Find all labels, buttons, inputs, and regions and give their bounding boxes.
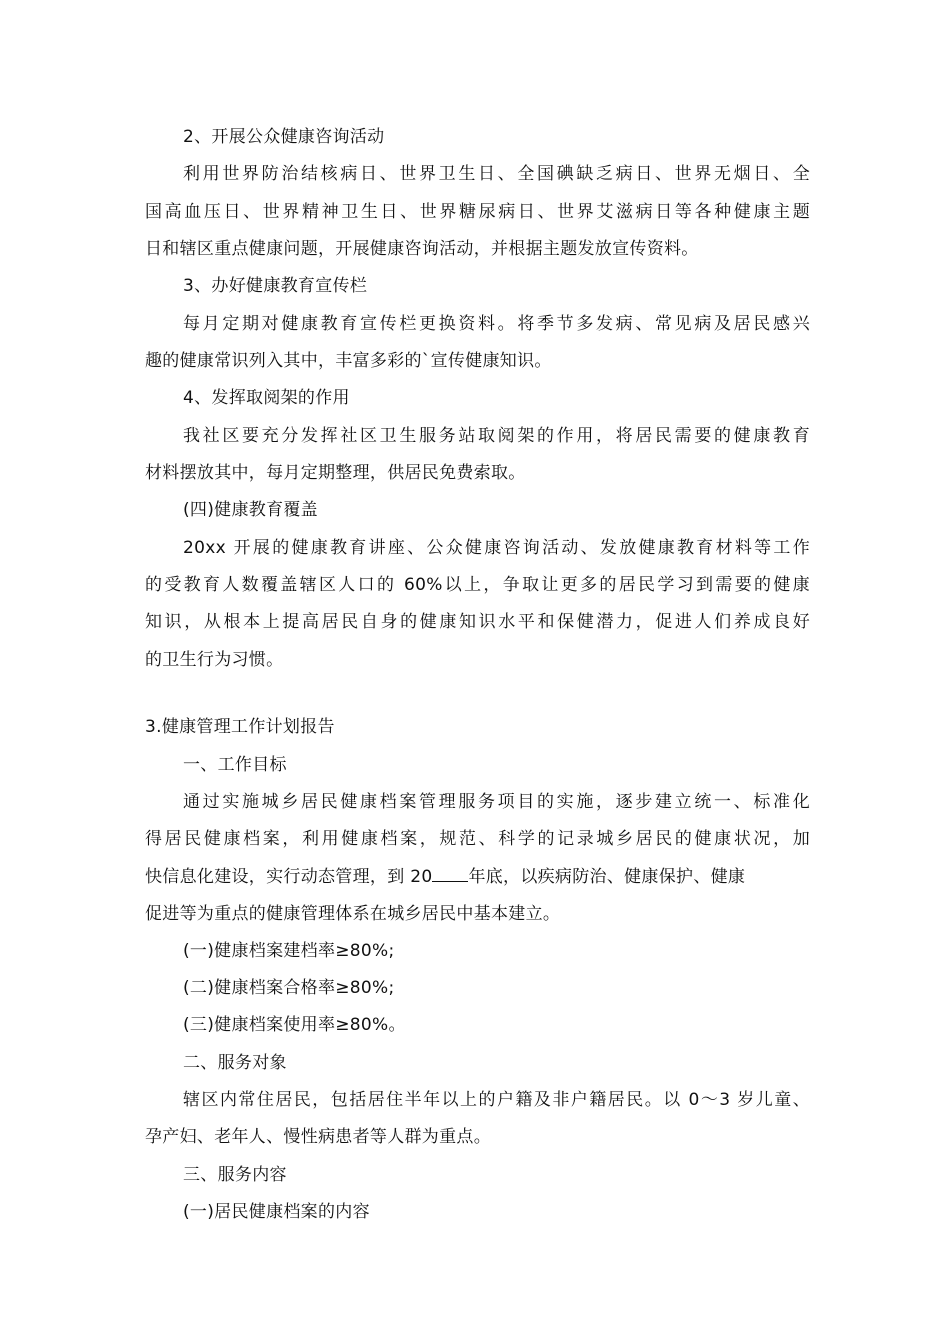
paragraph-line: 孕产妇、老年人、慢性病患者等人群为重点。 <box>145 1127 491 1147</box>
paragraph-line: 每月定期对健康教育宣传栏更换资料。将季节多发病、常见病及居民感兴 <box>183 314 810 334</box>
paragraph-line: 的受教育人数覆盖辖区人口的 60%以上，争取让更多的居民学习到需要的健康 <box>145 575 810 595</box>
section-title: 3.健康管理工作计划报告 <box>145 717 335 737</box>
paragraph-line: 通过实施城乡居民健康档案管理服务项目的实施，逐步建立统一、标准化 <box>183 792 810 812</box>
goal-item: (三)健康档案使用率≥80%。 <box>183 1015 406 1035</box>
goal-item: (一)健康档案建档率≥80%; <box>183 941 395 961</box>
heading-work-goals: 一、工作目标 <box>183 755 287 775</box>
heading-reading-rack: 4、发挥取阅架的作用 <box>183 388 350 408</box>
goal-item: (二)健康档案合格率≥80%; <box>183 978 395 998</box>
paragraph-line: 促进等为重点的健康管理体系在城乡居民中基本建立。 <box>145 904 561 924</box>
subheading-record-content: (一)居民健康档案的内容 <box>183 1202 370 1222</box>
heading-service-targets: 二、服务对象 <box>183 1053 287 1073</box>
text-segment: 年底，以疾病防治、健康保护、健康 <box>468 867 746 887</box>
paragraph-line: 得居民健康档案，利用健康档案，规范、科学的记录城乡居民的健康状况，加 <box>145 829 810 849</box>
paragraph-line: 的卫生行为习惯。 <box>145 650 284 670</box>
paragraph-line: 知识，从根本上提高居民自身的健康知识水平和保健潜力，促进人们养成良好 <box>145 612 810 632</box>
paragraph-line-with-blank <box>145 865 810 888</box>
paragraph-line: 我社区要充分发挥社区卫生服务站取阅架的作用，将居民需要的健康教育 <box>183 426 810 446</box>
paragraph-line: 国高血压日、世界精神卫生日、世界糖尿病日、世界艾滋病日等各种健康主题 <box>145 202 810 222</box>
paragraph-line: 日和辖区重点健康问题，开展健康咨询活动，并根据主题发放宣传资料。 <box>145 239 699 259</box>
paragraph-line: 趣的健康常识列入其中，丰富多彩的`宣传健康知识。 <box>145 351 552 371</box>
heading-bulletin-board: 3、办好健康教育宣传栏 <box>183 276 368 296</box>
paragraph-line: 20xx 开展的健康教育讲座、公众健康咨询活动、发放健康教育材料等工作 <box>183 538 810 558</box>
heading-public-consultation: 2、开展公众健康咨询活动 <box>183 127 385 147</box>
paragraph-line: 利用世界防治结核病日、世界卫生日、全国碘缺乏病日、世界无烟日、全 <box>183 164 810 184</box>
paragraph-line: 材料摆放其中，每月定期整理，供居民免费索取。 <box>145 463 526 483</box>
heading-coverage: (四)健康教育覆盖 <box>183 500 318 520</box>
paragraph-line: 辖区内常住居民，包括居住半年以上的户籍及非户籍居民。以 0～3 岁儿童、 <box>183 1090 810 1110</box>
fill-in-blank <box>432 865 468 882</box>
text-segment: 快信息化建设，实行动态管理，到 20 <box>145 867 433 887</box>
heading-service-content: 三、服务内容 <box>183 1165 287 1185</box>
